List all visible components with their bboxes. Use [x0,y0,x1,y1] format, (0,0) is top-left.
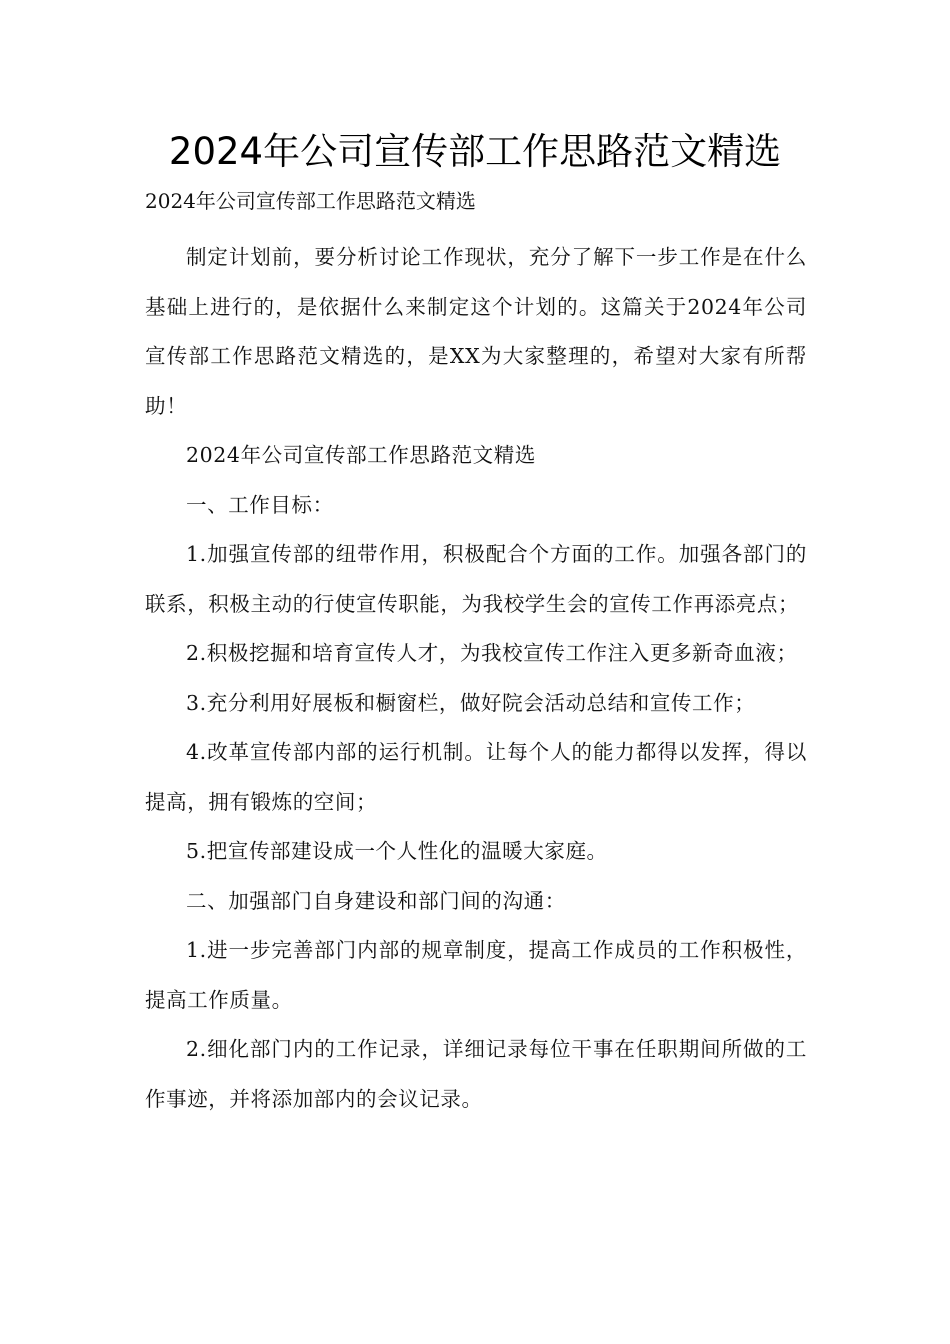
goal-item-5: 5.把宣传部建设成一个人性化的温暖大家庭。 [186,839,608,863]
paragraph-heading-repeat: 2024年公司宣传部工作思路范文精选 [186,443,536,467]
document-body [145,233,807,1124]
goal-item-1: 1.加强宣传部的纽带作用，积极配合个方面的工作。加强各部门的联系，积极主动的行使宣传职能，为我校学生会的宣传工作再添亮点； [145,542,807,616]
document-subtitle: 2024年公司宣传部工作思路范文精选 [145,189,476,213]
goal-item-4: 4.改革宣传部内部的运行机制。让每个人的能力都得以发挥，得以提高，拥有锻炼的空间； [145,740,807,814]
communication-item-1: 1.进一步完善部门内部的规章制度，提高工作成员的工作积极性，提高工作质量。 [145,938,807,1012]
paragraph-intro: 制定计划前，要分析讨论工作现状，充分了解下一步工作是在什么基础上进行的，是依据什么来制定这个计划的。这篇关于2024年公司宣传部工作思路范文精选的，是XX为大家整理的，希望对大家有所帮助！ [145,245,807,418]
document-title: 2024年公司宣传部工作思路范文精选 [168,130,782,173]
goal-item-3: 3.充分利用好展板和橱窗栏，做好院会活动总结和宣传工作； [186,690,756,715]
section-heading-communication: 二、加强部门自身建设和部门间的沟通： [186,888,566,913]
communication-item-2: 2.细化部门内的工作记录，详细记录每位干事在任职期间所做的工作事迹，并将添加部内的会议记录。 [145,1037,807,1111]
goal-item-2: 2.积极挖掘和培育宣传人才，为我校宣传工作注入更多新奇血液； [186,641,798,665]
section-heading-goals: 一、工作目标： [186,492,334,517]
